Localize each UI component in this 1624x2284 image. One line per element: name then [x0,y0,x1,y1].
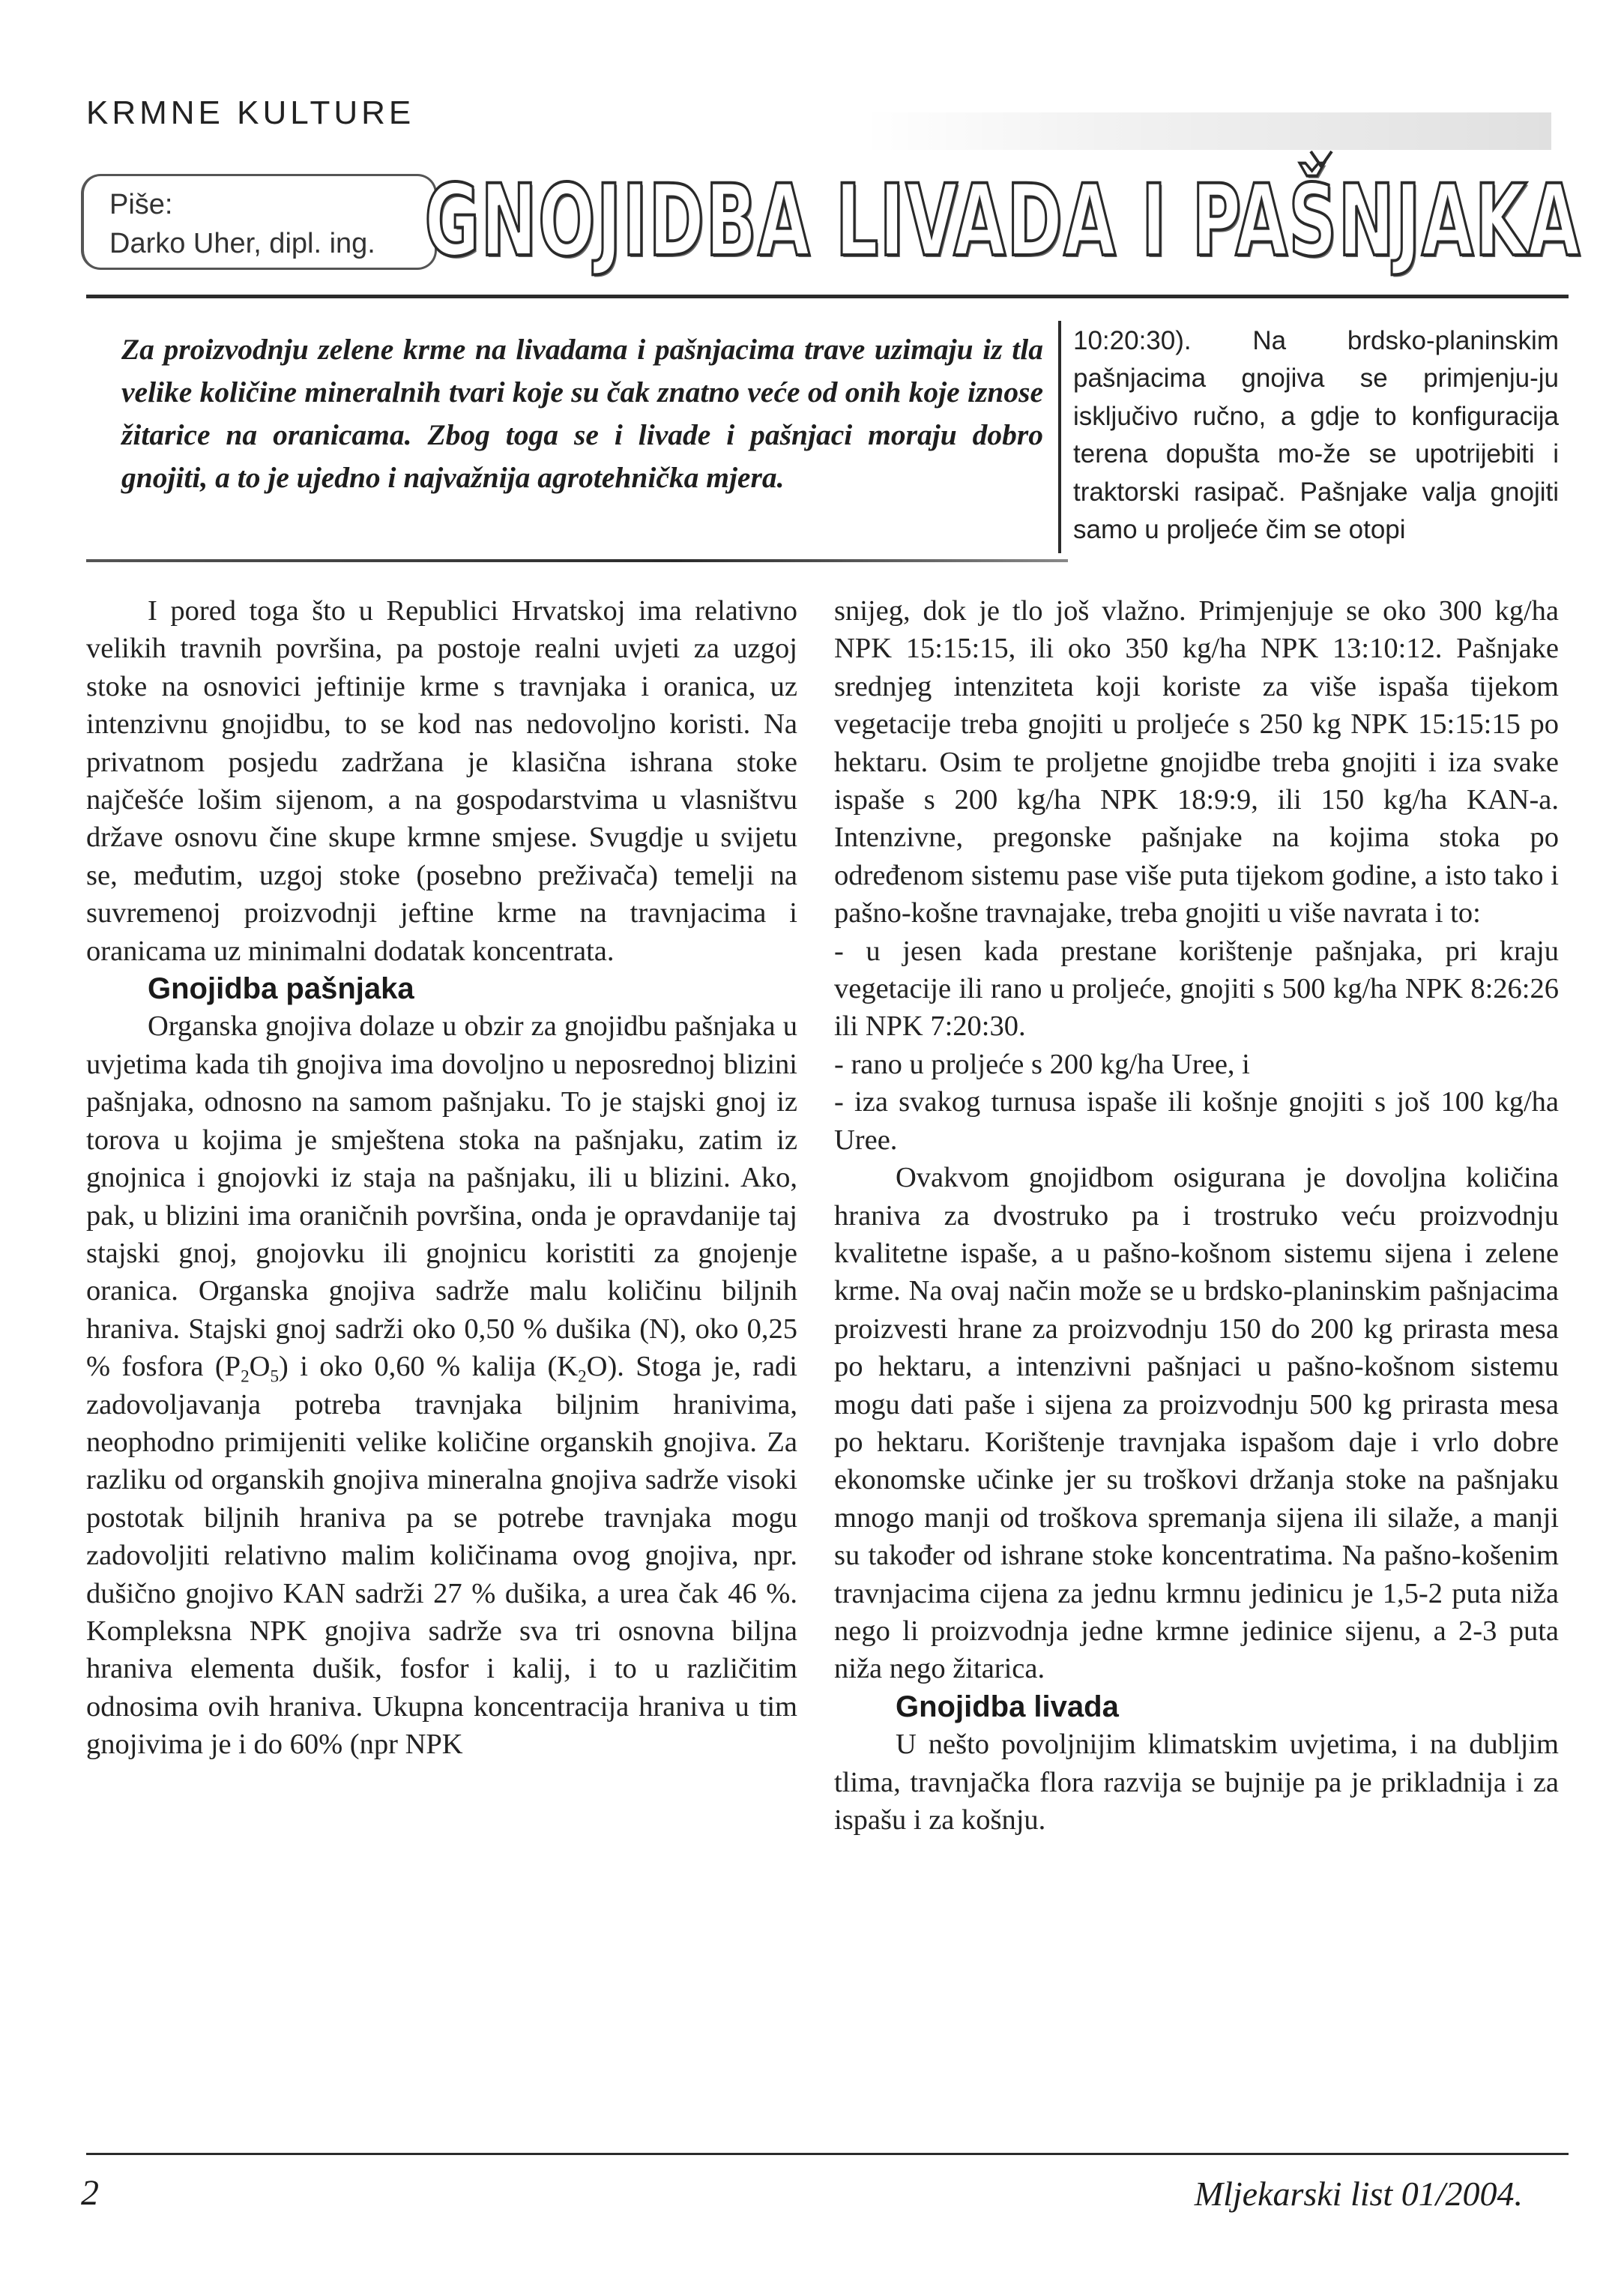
lead-vertical-rule [1058,321,1061,553]
header-shade-band [862,112,1551,150]
heading-gnojidba-pasnjaka: Gnojidba pašnjaka [148,972,414,1006]
title-caron-mark [1308,148,1335,171]
paragraph-yield: Ovakvom gnojidbom osigurana je dovoljna količina hraniva za dvostruko pa i trostruko veću proizvodnju kvalitetne ispaše, a u pašno-košnom sistemu sijena i zelene krme. Na ovaj način može se u brdsko-planinskim pašnjacima proizvesti hrane za proizvodnju 150 do 200 kg prirasta mesa po hektaru, a intenzivni pašnjaci u pašno-košnom sistemu mogu dati paše i sijena za proizvodnju 500 kg prirasta mesa po hektaru. Korištenje travnjaka ispašom daje i vrlo dobre ekonomske učinke jer su troškovi držanja stoke na pašnjaku mnogo manji od troškova spremanja sijena ili silaže, a manji su također od ishrane stoke koncentratima. Na pašno-košenim travnjacima cijena za jednu krmnu jedinicu je 1,5-2 puta niža nego li proizvodnja jedne krmne jedinice sijenu, a 2-3 puta niža nego žitarica. [834,1162,1559,1685]
article-title-box [424,163,1581,279]
paragraph-meadows: U nešto povoljnijim klimatskim uvjetima, i na dubljim tlima, travnjačka flora razvija se bujnije pa je prikladnija i za ispašu i za košnju. [834,1729,1559,1836]
footer-rule [86,2153,1569,2155]
author-name: Darko Uher, dipl. ing. [109,228,375,259]
paragraph-continuation: 10:20:30). Na brdsko-planinskim pašnjacima gnojiva se primjenju-ju isključivo ručno, a gdje to konfiguracija terena dopušta mo-že se upotrijebiti i traktorski rasipač. Pašnjake valja gnojiti samo u proljeće čim se otopi [1073,326,1559,545]
author-box [81,174,437,270]
section-label: KRMNE KULTURE [86,94,415,131]
journal-issue: Mljekarski list 01/2004. [1194,2175,1523,2213]
left-column [86,592,797,1764]
paragraph-intro: I pored toga što u Republici Hrvatskoj ima relativno velikih travnih površina, pa postoje realni uvjeti za uzgoj stoke na osnovici jeftinije krme s travnjaka i oranica, uz intenzivnu gnojidbu, to se kod nas nedovoljno koristi. Na privatnom posjedu zadržana je klasična ishrana stoke najčešće lošim sijenom, a na gospodarstvima u vlasništvu države osnovu čine skupe krmne smjese. Svugdje u svijetu se, međutim, uzgoj stoke (posebno preživača) temelji na suvremenoj proizvodnji jeftine krme na travnjacima i oranicama uz minimalni dodatak koncentrata. [86,595,797,967]
article-title: GNOJIDBA LIVADA I PAŠNJAKA [424,163,1581,279]
title-rule [86,295,1569,298]
paragraph-spring-fertilization: snijeg, dok je tlo još vlažno. Primjenjuje se oko 300 kg/ha NPK 15:15:15, ili oko 350 kg/ha NPK 13:10:12. Pašnjake srednjeg intenziteta koji koriste za više ispaša tijekom vegetacije treba gnojiti u proljeće s 250 kg NPK 15:15:15 po hektaru. Osim te proljetne gnojidbe treba gnojiti i iza svake ispaše s 200 kg/ha NPK 18:9:9, ili 150 kg/ha KAN-a. Intenzivne, pregonske pašnjake na kojima stoka po određenom sistemu pase više puta tijekom godine, a isto tako i pašno-košne travnajake, treba gnojiti u više navrata i to: [834,595,1559,929]
lead-paragraph: Za proizvodnju zelene krme na livadama i pašnjacima trave uzimaju iz tla velike količine mineralnih tvari koje su čak znatno veće od onih koje iznose žitarice na oranicama. Zbog toga se i livade i pašnjaci moraju dobro gnojiti, a to je ujedno i najvažnija agrotehnička mjera. [121,333,1043,494]
right-column-top [1073,322,1559,549]
paragraph-organic-fertilizers: Organska gnojiva dolaze u obzir za gnojidbu pašnjaka u uvjetima kada tih gnojiva ima dovoljno u neposrednoj blizini pašnjaka, odnosno na samom pašnjaku. To je stajski gnoj iz torova u kojima je smještena stoka na pašnjaku, zatim iz gnojnica i gnojovki iz staja na pašnjaku, ili u blizini. Ako, pak, u blizini ima oraničnih površina, onda je opravdanije taj stajski gnoj, gnojovku ili gnojnicu koristiti za gnojenje oranica. Organska gnojiva sadrže malu količinu biljnih hraniva. Stajski gnoj sadrži oko 0,50 % dušika (N), oko 0,25 % fosfora $(P_2O_5)$ i oko 0,60 % kalija $(K_2O)$. Stoga je, radi zadovoljavanja potreba travnjaka biljnim hranivima, neophodno primijeniti velike količine organskih gnojiva. Za razliku od organskih gnojiva mineralna gnojiva sadrže visoki postotak biljnih hraniva pa se potrebe travnjaka mogu zadovoljiti relativno malim količinama ovog gnojiva, npr. dušično gnojivo KAN sadrži 27 % dušika, a urea čak 46 %. Kompleksna NPK gnojiva sadrže sva tri osnovna biljna hraniva elementa dušik, fosfor i kalij, i to u različitim odnosima ovih hraniva. Ukupna koncentracija hraniva u tim gnojivima je i do 60% (npr NPK [86,1010,797,1761]
list-item: - iza svakog turnusa ispaše ili košnje gnojiti s još 100 kg/ha Uree. [834,1086,1559,1156]
lead-bottom-rule [86,559,1068,562]
list-item: - u jesen kada prestane korištenje pašnjaka, pri kraju vegetacije ili rano u proljeće, gnojiti s 500 kg/ha NPK 8:26:26 ili NPK 7:20:30. [834,935,1559,1043]
right-column [834,592,1559,1839]
list-item: - rano u proljeće s 200 kg/ha Uree, i [834,1048,1250,1080]
heading-gnojidba-livada: Gnojidba livada [896,1690,1119,1723]
author-label: Piše: [109,189,173,220]
page-number: 2 [81,2173,99,2213]
